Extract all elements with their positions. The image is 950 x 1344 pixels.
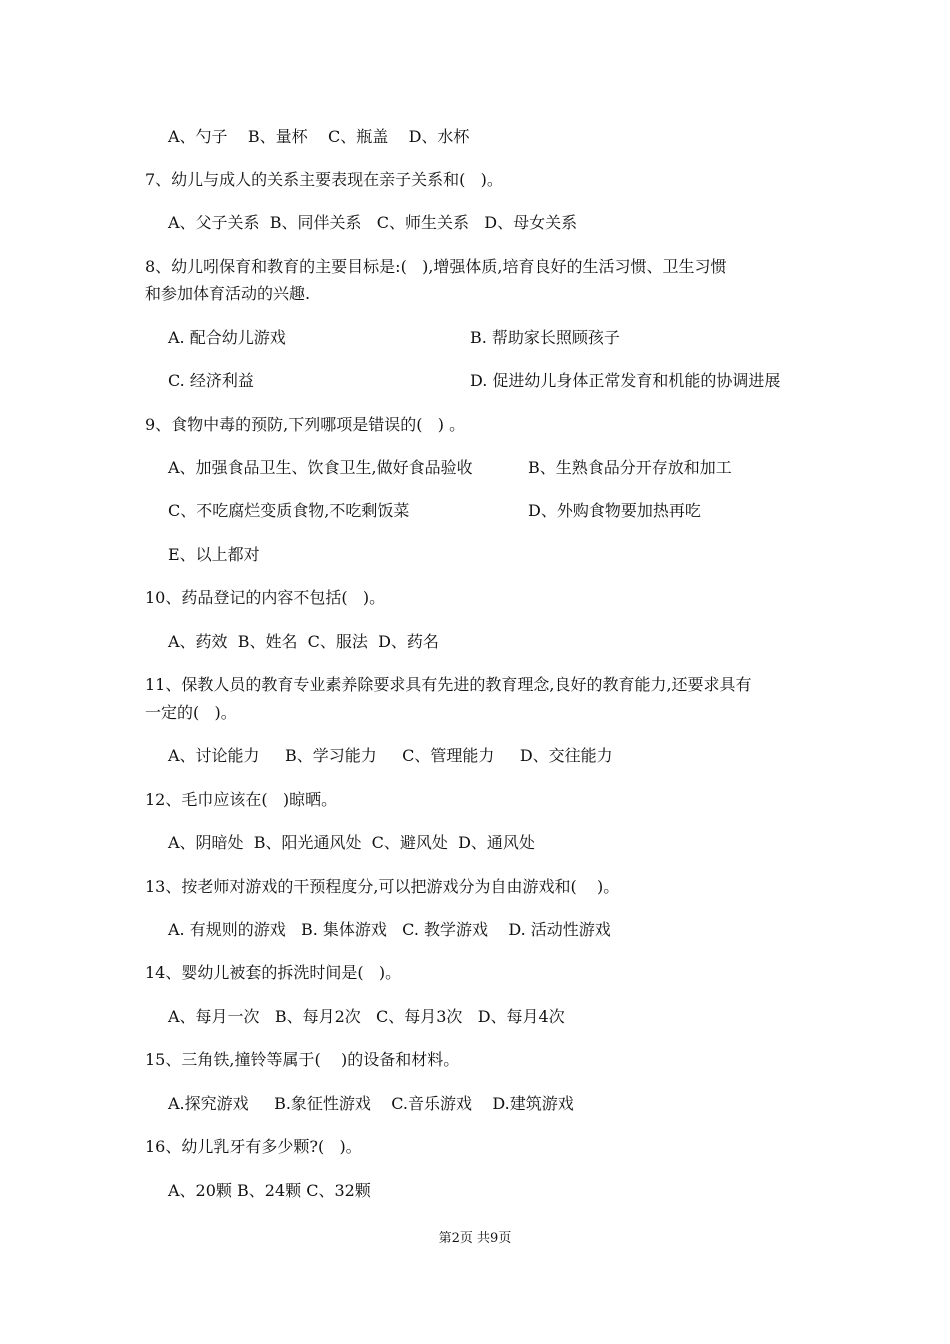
q12-text: 12、毛巾应该在( )晾晒。 [145,790,338,809]
q11-options: A、讨论能力 B、学习能力 C、管理能力 D、交往能力 [168,746,613,765]
q8-option-a: A. 配合幼儿游戏 [168,328,286,347]
q8-option-c: C. 经济利益 [168,371,254,390]
q10-text: 10、药品登记的内容不包括( )。 [145,588,386,607]
q9-option-a: A、加强食品卫生、饮食卫生,做好食品验收 [168,458,473,477]
q9-option-d: D、外购食物要加热再吃 [528,501,701,520]
q13-text: 13、按老师对游戏的干预程度分,可以把游戏分为自由游戏和( )。 [145,877,620,896]
q15-text: 15、三角铁,撞铃等属于( )的设备和材料。 [145,1050,460,1069]
q8-option-d: D. 促进幼儿身体正常发育和机能的协调进展 [470,371,781,390]
q8-text-cont: 和参加体育活动的兴趣. [145,284,311,303]
q13-options: A. 有规则的游戏 B. 集体游戏 C. 教学游戏 D. 活动性游戏 [168,920,611,939]
q14-options: A、每月一次 B、每月2次 C、每月3次 D、每月4次 [168,1007,565,1026]
page-footer: 第2页 共9页 [438,1231,512,1246]
q7-options: A、父子关系 B、同伴关系 C、师生关系 D、母女关系 [168,213,578,232]
q12-options: A、阴暗处 B、阳光通风处 C、避风处 D、通风处 [168,833,535,852]
q8-option-b: B. 帮助家长照顾孩子 [470,328,620,347]
q9-option-e: E、以上都对 [168,545,260,564]
q11-text: 11、保教人员的教育专业素养除要求具有先进的教育理念,良好的教育能力,还要求具有 [145,675,752,694]
q9-text: 9、食物中毒的预防,下列哪项是错误的( ) 。 [145,415,466,434]
q6-options: A、勺子 B、量杯 C、瓶盖 D、水杯 [168,127,470,146]
q7-text: 7、幼儿与成人的关系主要表现在亲子关系和( )。 [145,170,503,189]
q14-text: 14、婴幼儿被套的拆洗时间是( )。 [145,963,402,982]
q16-options: A、20颗 B、24颗 C、32颗 [168,1181,371,1200]
q11-text-cont: 一定的( )。 [145,703,237,722]
q15-options: A.探究游戏 B.象征性游戏 C.音乐游戏 D.建筑游戏 [168,1094,574,1113]
q9-option-c: C、不吃腐烂变质食物,不吃剩饭菜 [168,501,410,520]
q9-option-b: B、生熟食品分开存放和加工 [528,458,732,477]
q10-options: A、药效 B、姓名 C、服法 D、药名 [168,632,439,651]
q16-text: 16、幼儿乳牙有多少颗?( )。 [145,1137,362,1156]
q8-text: 8、幼儿吲保育和教育的主要目标是:( ),增强体质,培育良好的生活习惯、卫生习惯 [145,257,727,276]
